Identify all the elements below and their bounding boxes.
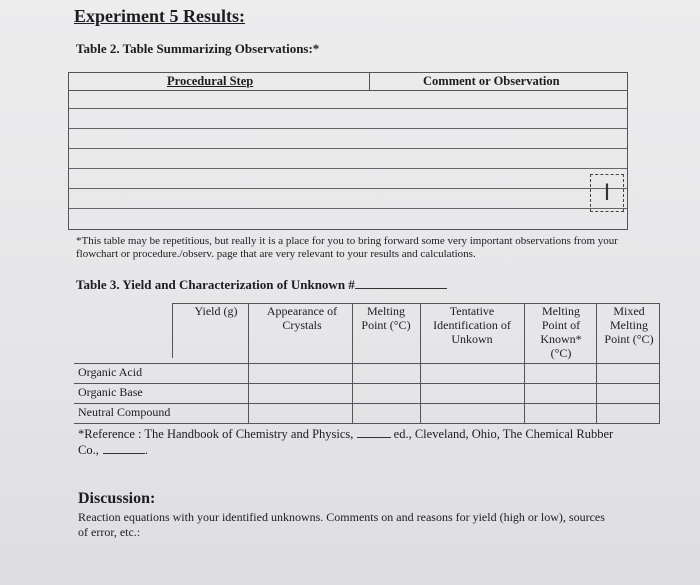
row-divider	[74, 403, 660, 404]
table2-footnote-line1: *This table may be repetitious, but really it is a place for you to bring forward some very important observations from your	[76, 235, 618, 247]
column-divider	[172, 303, 173, 358]
melting-point-header: Melting Point (°C)	[361, 304, 411, 332]
reference-text-1: *Reference : The Handbook of Chemistry and Physics,	[78, 427, 354, 441]
unknown-number-blank[interactable]	[355, 275, 447, 289]
header-divider	[369, 73, 370, 90]
mp-known-header: Melting Point of Known* (°C)	[540, 304, 582, 360]
reference-text-3: Co.,	[78, 443, 99, 457]
table-row[interactable]	[69, 148, 627, 169]
reference-line	[78, 426, 613, 442]
reference-text-2: ed., Cleveland, Ohio, The Chemical Rubber	[393, 427, 614, 441]
discussion-line1: Reaction equations with your identified unknowns. Comments on and reasons for yield (high or low), sources	[78, 510, 605, 524]
table3-caption-text: Table 3. Yield and Characterization of Unknown #	[76, 277, 355, 292]
row-divider	[74, 363, 660, 364]
mixed-mp-header: Mixed Melting Point (°C)	[604, 304, 654, 346]
table-row[interactable]	[69, 108, 627, 129]
observations-table	[68, 72, 628, 230]
comment-observation-header: Comment or Observation	[423, 74, 560, 88]
yield-characterization-table	[74, 303, 660, 423]
text-cursor-icon: I	[590, 174, 624, 212]
table-row[interactable]	[69, 168, 627, 189]
reference-line-2	[78, 442, 148, 458]
appearance-header: Appearance of Crystals	[266, 304, 338, 332]
row-label-organic-base: Organic Base	[78, 385, 143, 399]
reference-end: .	[144, 443, 148, 457]
table-row[interactable]	[69, 128, 627, 149]
row-divider	[74, 423, 660, 424]
yield-header: Yield (g)	[194, 304, 238, 318]
row-label-organic-acid: Organic Acid	[78, 365, 143, 379]
table2-footnote-line2: flowchart or procedure./observ. page that are very relevant to your results and calculations.	[76, 248, 476, 260]
year-blank[interactable]	[103, 442, 145, 454]
edition-blank[interactable]	[357, 426, 391, 438]
procedural-step-header: Procedural Step	[167, 74, 254, 88]
row-label-neutral-compound: Neutral Compound	[78, 405, 171, 419]
table-row[interactable]	[69, 90, 627, 109]
table2-caption: Table 2. Table Summarizing Observations:*	[76, 41, 320, 56]
page-title: Experiment 5 Results:	[74, 6, 245, 26]
table3-caption	[76, 275, 447, 293]
discussion-heading: Discussion:	[78, 490, 156, 507]
discussion-line2: of error, etc.:	[78, 525, 141, 539]
table-row[interactable]	[69, 188, 627, 209]
row-divider	[74, 383, 660, 384]
tentative-identification-header: Tentative Identification of Unkown	[433, 304, 511, 346]
